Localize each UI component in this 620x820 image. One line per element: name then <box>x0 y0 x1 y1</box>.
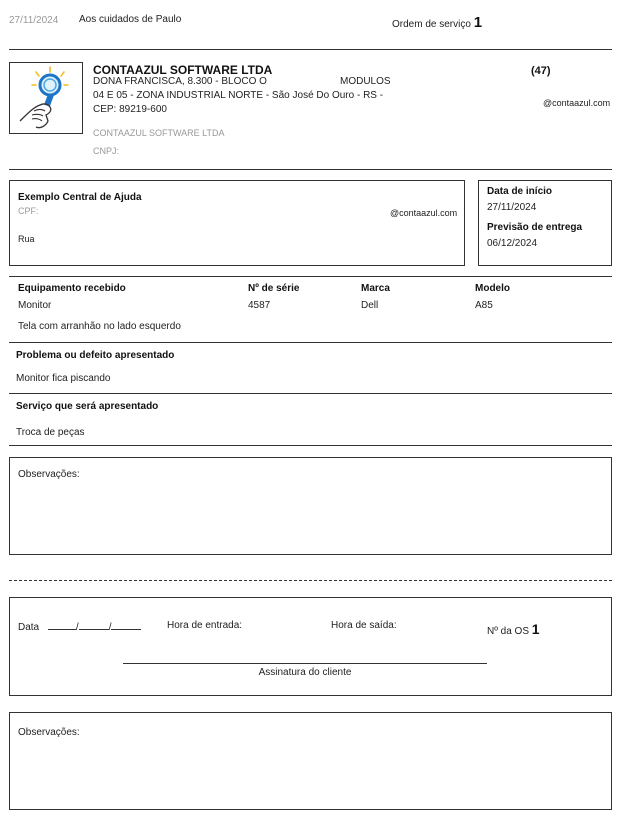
problem-value: Monitor fica piscando <box>16 373 111 384</box>
os-number-field <box>487 621 540 637</box>
company-email: @contaazul.com <box>543 98 611 108</box>
model-label: Modelo <box>475 283 510 294</box>
observations-box-bottom <box>9 712 612 810</box>
receipt-date-field <box>18 620 141 633</box>
company-address-line3: CEP: 89219-600 <box>93 104 167 115</box>
magnifier-hand-icon <box>10 63 82 133</box>
service-order-heading <box>392 14 482 31</box>
divider <box>9 342 612 343</box>
care-of-text: Aos cuidados de Paulo <box>79 14 182 25</box>
signature-label: Assinatura do cliente <box>258 667 352 678</box>
company-logo <box>9 62 83 134</box>
company-phone: (47) <box>531 65 551 77</box>
company-legal-name: CONTAAZUL SOFTWARE LTDA <box>93 128 225 138</box>
observations-label-bottom: Observações: <box>18 727 80 738</box>
service-value: Troca de peças <box>16 427 85 438</box>
problem-label: Problema ou defeito apresentado <box>16 350 175 361</box>
brand-value: Dell <box>361 300 379 311</box>
service-label: Serviço que será apresentado <box>16 401 159 412</box>
client-cpf-label: CPF: <box>18 206 39 216</box>
exit-time-label: Hora de saída: <box>331 620 397 631</box>
observations-label: Observações: <box>18 469 80 480</box>
observations-box <box>9 457 612 555</box>
model-value: A85 <box>475 300 493 311</box>
date-slash: / <box>108 622 112 633</box>
year-blank <box>111 620 141 630</box>
receipt-date-label: Data <box>18 622 40 633</box>
serial-value: 4587 <box>248 300 271 311</box>
day-blank <box>48 620 76 630</box>
client-email: @contaazul.com <box>390 208 458 218</box>
divider <box>9 445 612 446</box>
company-address-line2: 04 E 05 - ZONA INDUSTRIAL NORTE - São José Do Ouro - RS - <box>93 90 384 101</box>
divider <box>9 393 612 394</box>
brand-label: Marca <box>361 283 390 294</box>
os-number-label: Nº da OS <box>487 626 530 637</box>
divider <box>9 49 612 50</box>
client-name: Exemplo Central de Ajuda <box>18 192 142 203</box>
divider <box>9 169 612 170</box>
company-modules: MODULOS <box>340 76 391 87</box>
issue-date: 27/11/2024 <box>9 15 59 26</box>
os-number-value: 1 <box>531 621 540 637</box>
company-cnpj-label: CNPJ: <box>93 146 120 156</box>
delivery-date-label: Previsão de entrega <box>487 222 583 233</box>
receipt-box <box>9 597 612 696</box>
cut-line <box>9 580 612 581</box>
serial-label: Nº de série <box>248 283 300 294</box>
start-date-value: 27/11/2024 <box>487 202 537 213</box>
equipment-note: Tela com arranhão no lado esquerdo <box>18 321 181 332</box>
client-street: Rua <box>18 234 35 244</box>
company-address-line1: DONA FRANCISCA, 8.300 - BLOCO O <box>93 76 267 87</box>
equipment-value: Monitor <box>18 300 52 311</box>
entry-time-label: Hora de entrada: <box>167 620 243 631</box>
date-slash: / <box>75 622 79 633</box>
service-order-label: Ordem de serviço <box>392 19 471 30</box>
delivery-date-value: 06/12/2024 <box>487 238 538 249</box>
equipment-label: Equipamento recebido <box>18 283 126 294</box>
service-order-number: 1 <box>473 14 483 31</box>
company-name: CONTAAZUL SOFTWARE LTDA <box>93 63 273 77</box>
divider <box>9 276 612 277</box>
month-blank <box>79 620 109 630</box>
start-date-label: Data de início <box>487 186 553 197</box>
signature-line <box>123 663 487 664</box>
